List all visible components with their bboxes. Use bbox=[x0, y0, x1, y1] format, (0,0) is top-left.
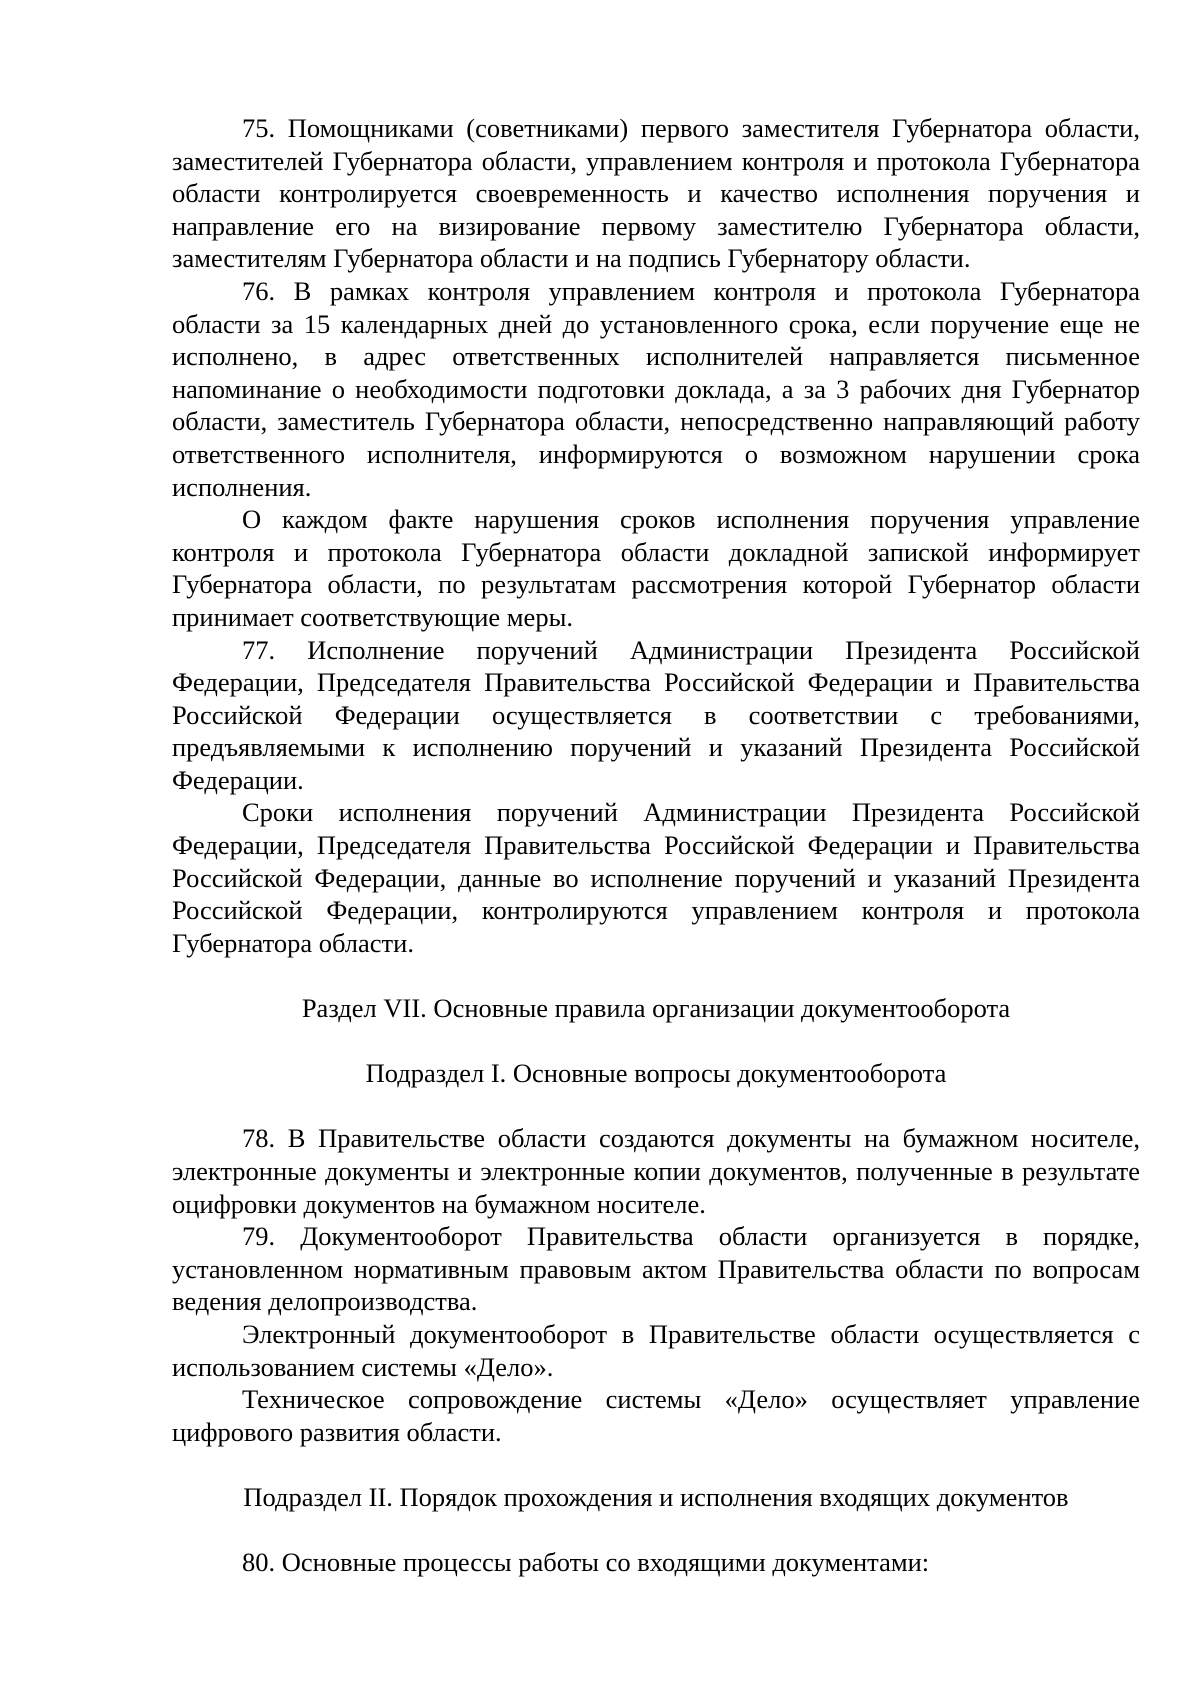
subsection-heading-2: Подраздел II. Порядок прохождения и исполнения входящих документов bbox=[243, 1481, 1069, 1512]
spacer bbox=[172, 1448, 1140, 1481]
document-body bbox=[172, 112, 1140, 1579]
spacer bbox=[172, 959, 1140, 992]
paragraph-76-violation-notice: О каждом факте нарушения сроков исполнения поручения управление контроля и протокола Губернатора области докладной запиской информирует Губернатора области, по результатам рассмотрения которой Губернатор области принимает соответствующие меры. bbox=[172, 504, 1140, 632]
paragraph-79: 79. Документооборот Правительства области организуется в порядке, установленном нормативным правовым актом Правительства области по вопросам ведения делопроизводства. bbox=[172, 1221, 1140, 1317]
paragraph-79-electronic-workflow: Электронный документооборот в Правительстве области осуществляется с использованием системы «Дело». bbox=[172, 1318, 1140, 1382]
paragraph-80: 80. Основные процессы работы со входящими документами: bbox=[242, 1547, 930, 1578]
section-heading: Раздел VII. Основные правила организации документооборота bbox=[301, 993, 1011, 1024]
subsection-heading-1: Подраздел I. Основные вопросы документооборота bbox=[365, 1058, 947, 1089]
paragraph-78: 78. В Правительстве области создаются документы на бумажном носителе, электронные документы и электронные копии документов, полученные в результате оцифровки документов на бумажном носителе. bbox=[172, 1123, 1140, 1219]
paragraph-77: 77. Исполнение поручений Администрации Президента Российской Федерации, Председателя Правительства Российской Федерации и Правительства Российской Федерации осуществляется в соответствии с требованиями, предъявляемыми к исполнению поручений и указаний Президента Российской Федерации. bbox=[172, 634, 1140, 795]
paragraph-77-deadlines: Сроки исполнения поручений Администрации Президента Российской Федерации, Председателя Правительства Российской Федерации и Правительства Российской Федерации, данные во исполнение поручений и указаний Президента Российской Федерации, контролируются управлением контроля и протокола Губернатора области. bbox=[172, 797, 1140, 958]
spacer bbox=[172, 1514, 1140, 1547]
paragraph-75: 75. Помощниками (советниками) первого заместителя Губернатора области, заместителей Губернатора области, управлением контроля и протокола Губернатора области контролируется своевременность и качество исполнения поручения и направление его на визирование первому заместителю Губернатора области, заместителям Губернатора области и на подпись Губернатору области. bbox=[172, 113, 1140, 274]
spacer bbox=[172, 1090, 1140, 1123]
paragraph-76: 76. В рамках контроля управлением контроля и протокола Губернатора области за 15 календарных дней до установленного срока, если поручение еще не исполнено, в адрес ответственных исполнителей направляется письменное напоминание о необходимости подготовки доклада, а за 3 рабочих дня Губернатор области, заместитель Губернатора области, непосредственно направляющий работу ответственного исполнителя, информируются о возможном нарушении срока исполнения. bbox=[172, 275, 1140, 502]
paragraph-79-technical-support: Техническое сопровождение системы «Дело» осуществляет управление цифрового развития области. bbox=[172, 1384, 1140, 1447]
spacer bbox=[172, 1025, 1140, 1058]
